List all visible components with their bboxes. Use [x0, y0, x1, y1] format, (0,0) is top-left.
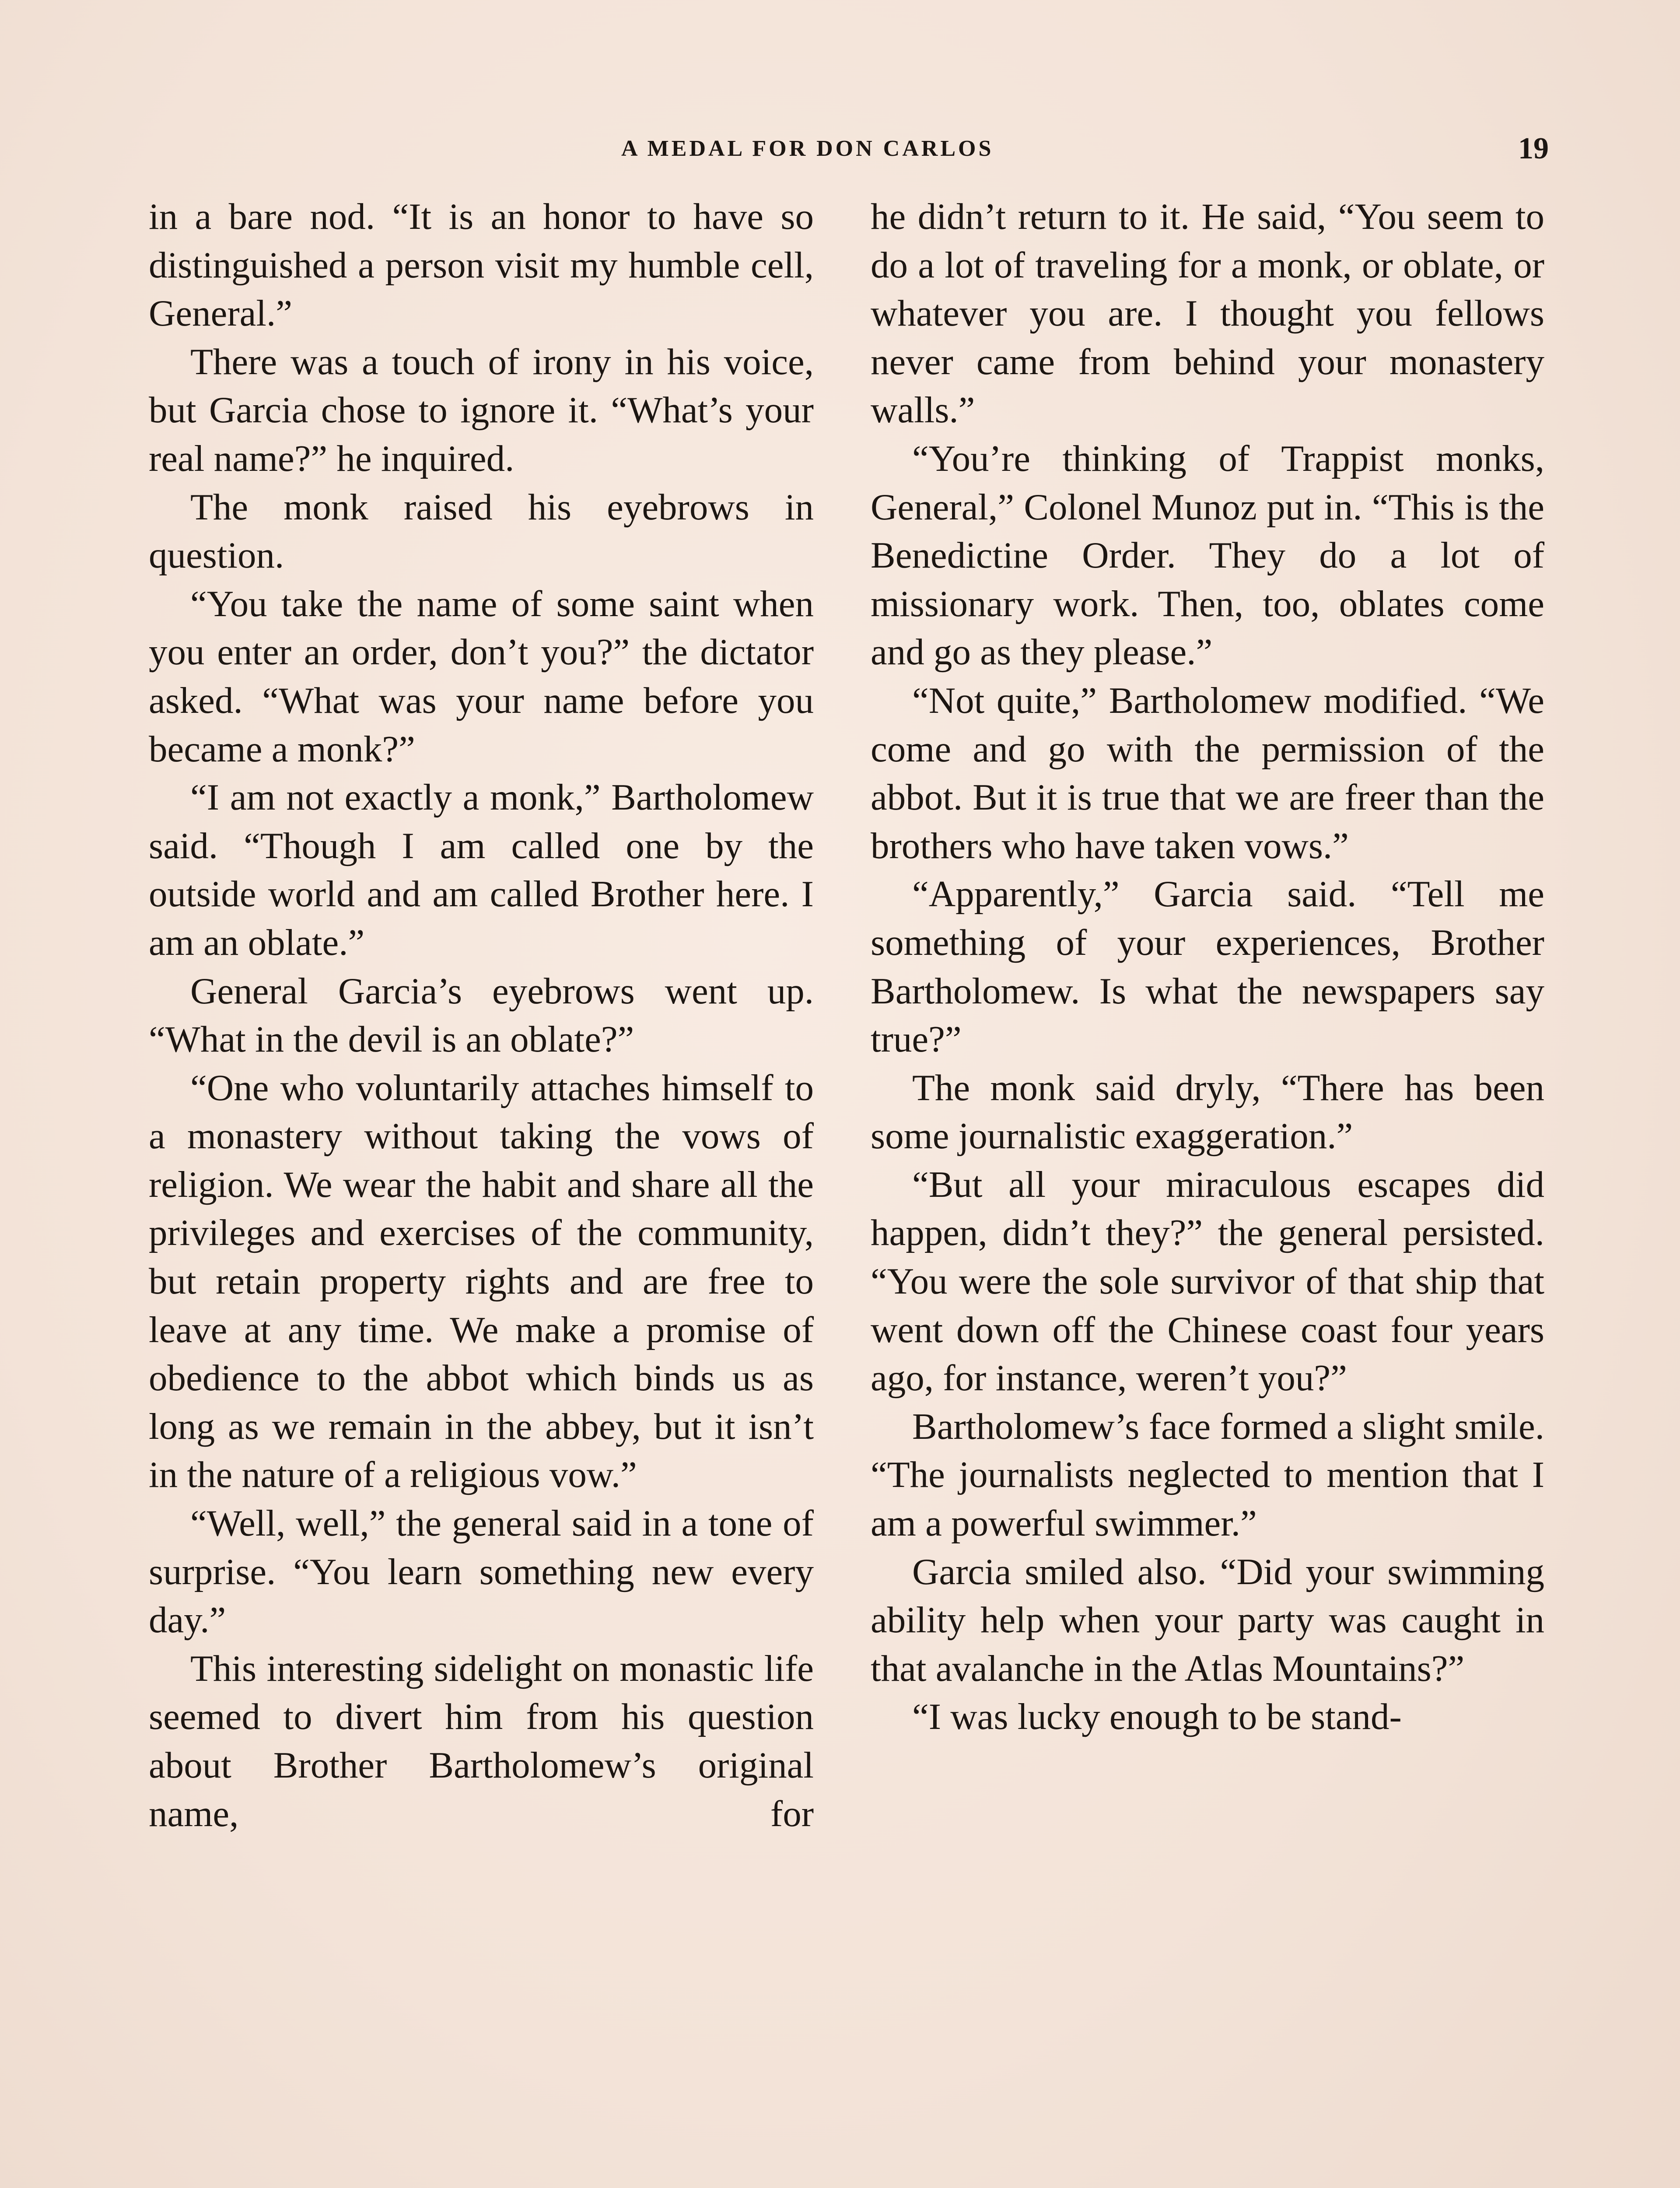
paragraph: Garcia smiled also. “Did your swimming ability help when your party was caught in that avalanche in the Atlas Mountains?” [871, 1551, 1544, 1689]
right-column [871, 193, 1544, 1741]
paragraph: “Well, well,” the general said in a tone of surprise. “You learn something new every day.” [149, 1503, 814, 1641]
page-number: 19 [1518, 132, 1549, 165]
paragraph: General Garcia’s eyebrows went up. “What in the devil is an oblate?” [149, 970, 814, 1060]
paragraph: “I am not exactly a monk,” Bartholomew said. “Though I am called one by the outside world and am called Brother here. I am an oblate.” [149, 777, 814, 963]
paragraph: “You’re thinking of Trappist monks, General,” Colonel Munoz put in. “This is the Benedictine Order. They do a lot of missionary work. Then, too, oblates come and go as they please.” [871, 438, 1544, 673]
left-column [149, 193, 814, 1838]
running-title: A MEDAL FOR DON CARLOS [621, 136, 994, 161]
paragraph: The monk raised his eyebrows in question. [149, 486, 814, 576]
paragraph: in a bare nod. “It is an honor to have so distinguished a person visit my humble cell, General.” [149, 196, 814, 334]
paragraph: “Apparently,” Garcia said. “Tell me something of your experiences, Brother Bartholomew. Is what the newspapers say true?” [871, 873, 1544, 1060]
paragraph: There was a touch of irony in his voice, but Garcia chose to ignore it. “What’s your real name?” he inquired. [149, 341, 814, 479]
paragraph: “But all your miraculous escapes did happen, didn’t they?” the general persisted. “You were the sole survivor of that ship that went down off the Chinese coast four years ago, for instance, weren’t you?” [871, 1164, 1544, 1399]
paragraph: “Not quite,” Bartholomew modified. “We come and go with the permission of the abbot. But it is true that we are freer than the brothers who have taken vows.” [871, 680, 1544, 866]
paragraph: “One who voluntarily attaches himself to a monastery without taking the vows of religion. We wear the habit and share all the privileges and exercises of the community, but retain property rights and are free to leave at any time. We make a promise of obedience to the abbot which binds us as long as we remain in the abbey, but it isn’t in the nature of a religious vow.” [149, 1067, 814, 1496]
paragraph: “You take the name of some saint when you enter an order, don’t you?” the dictator asked. “What was your name before you became a monk?” [149, 583, 814, 770]
paragraph: This interesting sidelight on monastic life seemed to divert him from his question about Brother Bartholomew’s original name, for [149, 1648, 814, 1834]
paragraph: he didn’t return to it. He said, “You seem to do a lot of traveling for a monk, or oblate, or whatever you are. I thought you fellows never came from behind your monastery walls.” [871, 196, 1544, 431]
paragraph: Bartholomew’s face formed a slight smile. “The journalists neglected to mention that I am a powerful swimmer.” [871, 1406, 1544, 1544]
paragraph: The monk said dryly, “There has been some journalistic exaggeration.” [871, 1067, 1544, 1157]
page-header [149, 131, 1549, 171]
paragraph: “I was lucky enough to be stand- [912, 1696, 1402, 1738]
